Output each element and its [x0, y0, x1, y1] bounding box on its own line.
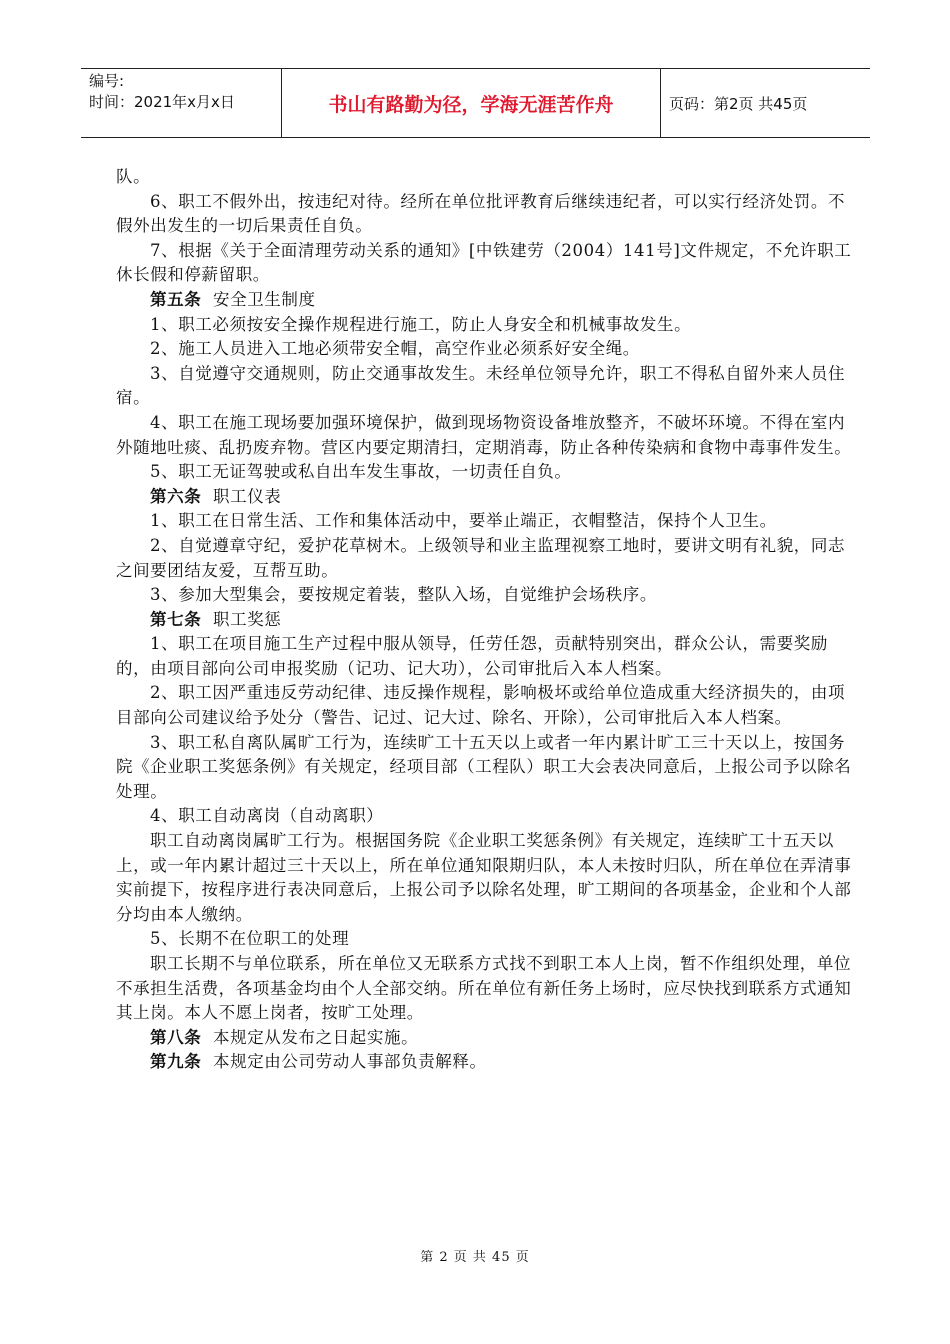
body-paragraph: [116, 534, 852, 583]
body-paragraph: [116, 632, 852, 681]
document-body: [116, 165, 852, 1075]
body-paragraph: [116, 337, 852, 362]
article-paragraph: [116, 1050, 852, 1075]
paragraph-text: 3、参加大型集会，要按规定着装，整队入场，自觉维护会场秩序。: [150, 585, 657, 605]
body-paragraph: [116, 927, 852, 952]
body-paragraph: [116, 460, 852, 485]
paragraph-text: 本规定由公司劳动人事部负责解释。: [201, 1052, 487, 1072]
paragraph-text: 6、职工不假外出，按违纪对待。经所在单位批评教育后继续违纪者，可以实行经济处罚。不假外出发生的一切后果责任自负。: [116, 191, 846, 236]
paragraph-text: 安全卫生制度: [201, 289, 316, 309]
header-motto: 书山有路勤为径，学海无涯苦作舟: [282, 69, 661, 137]
body-paragraph: [116, 362, 852, 411]
paragraph-text: 本规定从发布之日起实施。: [201, 1027, 419, 1047]
article-number: 第九条: [150, 1052, 202, 1072]
paragraph-text: 职工长期不与单位联系，所在单位又无联系方式找不到职工本人上岗，暂不作组织处理，单位不承担生活费，各项基金均由个人全部交纳。所在单位有新任务上场时，应尽快找到联系方式通知其上岗。本人不愿上岗者，按旷工处理。: [116, 954, 852, 1023]
body-paragraph: [116, 731, 852, 805]
body-paragraph: [116, 952, 852, 1026]
paragraph-text: 5、长期不在位职工的处理: [150, 929, 350, 949]
body-paragraph: [116, 681, 852, 730]
article-number: 第七条: [150, 609, 202, 629]
paragraph-text: 4、职工自动离岗（自动离职）: [150, 806, 384, 826]
body-paragraph: [116, 239, 852, 288]
body-paragraph: [116, 509, 852, 534]
body-paragraph: [116, 829, 852, 927]
article-number: 第六条: [150, 486, 202, 506]
paragraph-text: 职工自动离岗属旷工行为。根据国务院《企业职工奖惩条例》有关规定，连续旷工十五天以上，或一年内累计超过三十天以上，所在单位通知限期归队，本人未按时归队，所在单位在弄清事实前提下，按程序进行表决同意后，上报公司予以除名处理，旷工期间的各项基金，企业和个人部分均由本人缴纳。: [116, 831, 852, 924]
article-paragraph: [116, 608, 852, 633]
page-footer: 第 2 页 共 45 页: [420, 1250, 530, 1265]
paragraph-text: 1、职工在日常生活、工作和集体活动中，要举止端正，衣帽整洁，保持个人卫生。: [150, 511, 777, 531]
time-label: 时间：2021年x月x日: [89, 93, 235, 111]
code-label: 编号:: [89, 72, 125, 90]
header-page-info: 页码：第2页 共45页: [669, 94, 808, 113]
paragraph-text: 5、职工无证驾驶或私自出车发生事故，一切责任自负。: [150, 462, 572, 482]
paragraph-text: 4、职工在施工现场要加强环境保护，做到现场物资设备堆放整齐，不破坏环境。不得在室内外随地吐痰、乱扔废弃物。营区内要定期清扫，定期消毒，防止各种传染病和食物中毒事件发生。: [116, 412, 852, 457]
article-paragraph: [116, 1026, 852, 1051]
paragraph-text: 1、职工在项目施工生产过程中服从领导，任劳任怨，贡献特别突出，群众公认，需要奖励的，由项目部向公司申报奖励（记功、记大功），公司审批后入本人档案。: [116, 634, 828, 678]
document-header: [81, 68, 870, 138]
paragraph-text: 3、职工私自离队属旷工行为，连续旷工十五天以上或者一年内累计旷工三十天以上，按国务院《企业职工奖惩条例》有关规定，经项目部（工程队）职工大会表决同意后，上报公司予以除名处理。: [116, 732, 852, 801]
body-paragraph: [116, 313, 852, 338]
paragraph-text: 队。: [116, 167, 151, 186]
header-meta: [81, 69, 282, 137]
body-paragraph: [116, 804, 852, 829]
body-paragraph: [116, 583, 852, 608]
body-paragraph: [116, 190, 852, 239]
article-paragraph: [116, 288, 852, 313]
article-paragraph: [116, 485, 852, 510]
paragraph-text: 3、自觉遵守交通规则，防止交通事故发生。未经单位领导允许，职工不得私自留外来人员住宿。: [116, 363, 846, 408]
body-paragraph: [116, 165, 852, 190]
paragraph-text: 7、根据《关于全面清理劳动关系的通知》[中铁建劳（2004）141号]文件规定，不允许职工休长假和停薪留职。: [116, 240, 852, 285]
paragraph-text: 2、施工人员进入工地必须带安全帽，高空作业必须系好安全绳。: [150, 339, 640, 359]
article-number: 第五条: [150, 289, 202, 309]
body-paragraph: [116, 411, 852, 460]
article-number: 第八条: [150, 1027, 202, 1047]
paragraph-text: 职工奖惩: [201, 609, 282, 629]
paragraph-text: 1、职工必须按安全操作规程进行施工，防止人身安全和机械事故发生。: [150, 314, 692, 334]
paragraph-text: 2、职工因严重违反劳动纪律、违反操作规程，影响极坏或给单位造成重大经济损失的，由项目部向公司建议给予处分（警告、记过、记大过、除名、开除），公司审批后入本人档案。: [116, 683, 846, 728]
paragraph-text: 2、自觉遵章守纪，爱护花草树木。上级领导和业主监理视察工地时，要讲文明有礼貌，同志之间要团结友爱，互帮互助。: [116, 535, 846, 580]
paragraph-text: 职工仪表: [201, 486, 282, 506]
